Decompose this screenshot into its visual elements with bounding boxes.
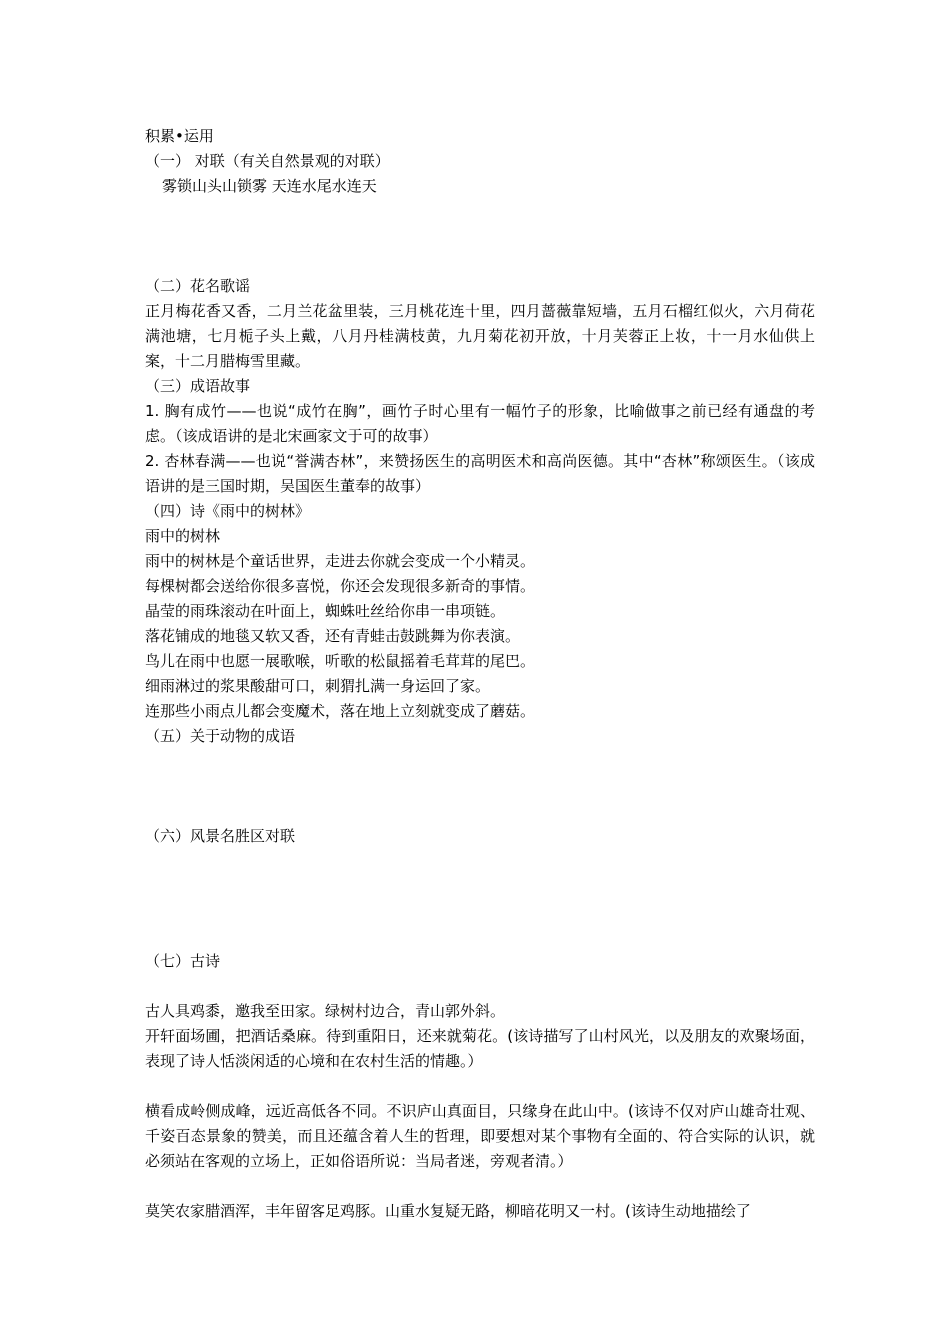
section-1-heading: （一） 对联（有关自然景观的对联）	[145, 152, 390, 170]
ancient-poem-heading	[145, 1074, 815, 1099]
poem-title: 雨中的树林	[145, 527, 221, 545]
idiom-row-2	[145, 774, 815, 799]
poem-commentary: 莫笑农家腊酒浑，丰年留客足鸡豚。山重水复疑无路，柳暗花明又一村。(该诗生动地描绘了	[145, 1202, 751, 1220]
section-2-heading: （二）花名歌谣	[145, 277, 251, 295]
section-3-heading: （三）成语故事	[145, 377, 251, 395]
section-4-heading: （四）诗《雨中的树林》	[145, 502, 311, 520]
poem-commentary: 横看成岭侧成峰，远近高低各不同。不识庐山真面目，只缘身在此山中。(该诗不仅对庐山雄奇壮观、千姿百态景象的赞美，而且还蕴含着人生的哲理，即要想对某个事物有全面的、符合实际的认识，就必须站在客观的立场上，正如俗语所说：当局者迷，旁观者清。）	[145, 1102, 815, 1170]
page-title: 积累•运用	[145, 127, 214, 145]
couplet-line-2	[145, 199, 815, 224]
scenic-couplet	[145, 874, 815, 899]
poem-line: 每棵树都会送给你很多喜悦，你还会发现很多新奇的事情。	[145, 577, 536, 595]
idiom-row-3	[145, 799, 815, 824]
scenic-couplet	[145, 924, 815, 949]
poem-line: 雨中的树林是个童话世界，走进去你就会变成一个小精灵。	[145, 552, 536, 570]
idiom-story-2: 2. 杏林春满——也说“誉满杏林”，来赞扬医生的高明医术和高尚医德。其中“杏林”称颂医生。（该成语讲的是三国时期，吴国医生董奉的故事）	[145, 452, 815, 495]
ancient-poem-heading	[145, 1174, 815, 1199]
poem-commentary: 开轩面场圃，把酒话桑麻。待到重阳日，还来就菊花。(该诗描写了山村风光，以及朋友的欢聚场面，表现了诗人恬淡闲适的心境和在农村生活的情趣。）	[145, 1027, 815, 1070]
couplet-line-1: 雾锁山头山锁雾 天连水尾水连天	[162, 177, 377, 195]
idiom-row-1	[145, 749, 815, 774]
flower-song-paragraph: 正月梅花香又香，二月兰花盆里装，三月桃花连十里，四月蔷薇靠短墙，五月石榴红似火，六月荷花满池塘，七月栀子头上戴，八月丹桂满枝黄，九月菊花初开放，十月芙蓉正上妆，十一月水仙供上案，十二月腊梅雪里藏。	[145, 302, 815, 370]
ancient-poem-heading	[145, 974, 815, 999]
idiom-story-1: 1. 胸有成竹——也说“成竹在胸”，画竹子时心里有一幅竹子的形象，比喻做事之前已经有通盘的考虑。（该成语讲的是北宋画家文于可的故事）	[145, 402, 815, 445]
couplet-line-3	[145, 224, 815, 249]
poem-line: 连那些小雨点儿都会变魔术，落在地上立刻就变成了蘑菇。	[145, 702, 536, 720]
poem-line: 落花铺成的地毯又软又香，还有青蛙击鼓跳舞为你表演。	[145, 627, 521, 645]
poem-line: 古人具鸡黍，邀我至田家。绿树村边合，青山郭外斜。	[145, 1002, 506, 1020]
section-6-heading: （六）风景名胜区对联	[145, 827, 296, 845]
poem-line: 细雨淋过的浆果酸甜可口，刺猬扎满一身运回了家。	[145, 677, 491, 695]
poem-line: 晶莹的雨珠滚动在叶面上，蜘蛛吐丝给你串一串项链。	[145, 602, 506, 620]
poem-line: 鸟儿在雨中也愿一展歌喉，听歌的松鼠摇着毛茸茸的尾巴。	[145, 652, 536, 670]
couplet-line-4	[145, 249, 815, 274]
section-7-heading: （七）古诗	[145, 952, 221, 970]
scenic-couplet	[145, 899, 815, 924]
scenic-couplet	[145, 849, 815, 874]
document-page	[145, 124, 815, 1224]
section-5-heading: （五）关于动物的成语	[145, 727, 296, 745]
